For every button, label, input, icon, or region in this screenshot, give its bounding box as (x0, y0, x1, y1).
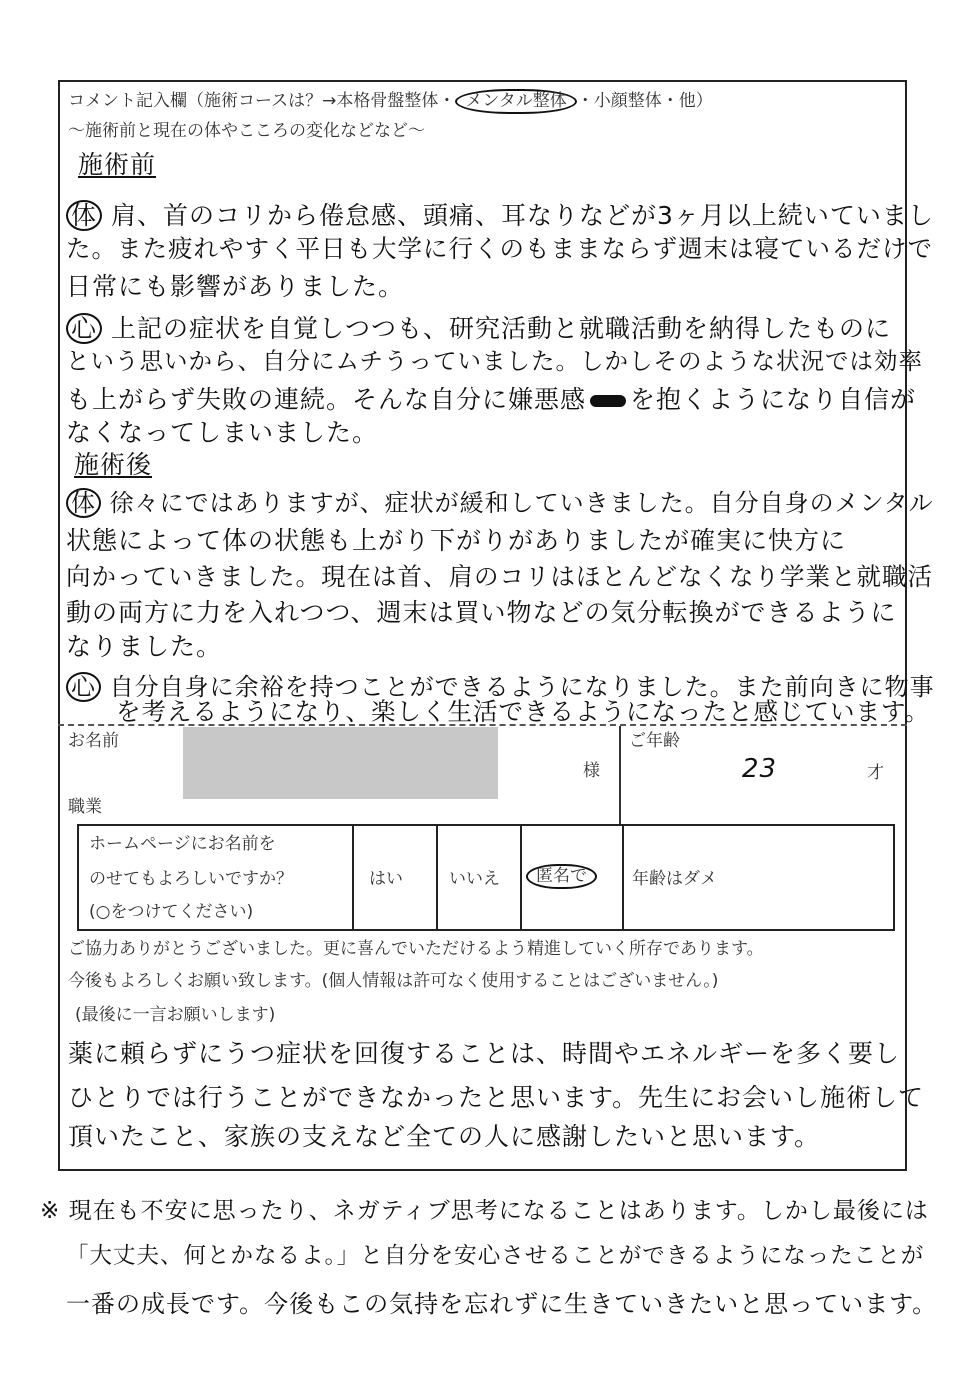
handwritten-text: 自分自身に余裕を持つことができるようになりました。また前向きに物事 (109, 673, 935, 701)
anonymous-selected-circle: 匿名で (526, 864, 597, 889)
mind-mark: 心 (66, 672, 101, 702)
handwritten-text: も上がらず失敗の連続。そんな自分に嫌悪感 (66, 385, 587, 414)
occupation-label: 職業 (68, 797, 102, 817)
age-note: 年齢はダメ (632, 869, 717, 889)
after-body-line-4: 動の両方に力を入れつつ、週末は買い物などの気分転換ができるように (66, 598, 897, 627)
mind-mark: 心 (66, 313, 102, 344)
age-label: ご年齢 (629, 731, 680, 751)
header-suffix: ・小顔整体・他） (576, 91, 713, 111)
after-mind-line-2: を考えるようになり、楽しく生活できるようになったと感じています。 (116, 697, 931, 726)
header-line (68, 89, 713, 114)
after-body-line-2: 状態によって体の状態も上がり下がりがありましたが確実に快方に (66, 526, 847, 555)
final-message-line-3: 頂いたこと、家族の支えなど全ての人に感謝したいと思います。 (68, 1122, 821, 1151)
age-unit: 才 (867, 763, 884, 783)
option-anonymous[interactable] (526, 864, 597, 889)
table-divider (520, 826, 522, 929)
header-prefix: コメント記入欄（施術コースは？→本格骨盤整体・ (68, 91, 456, 111)
after-heading: 施術後 (74, 450, 153, 479)
consent-question-line-3: (○をつけてください) (89, 902, 254, 922)
postscript-line-3: 一番の成長です。今後もこの気持を忘れずに生きていきたいと思っています。 (66, 1290, 938, 1318)
postscript-line-1 (40, 1200, 929, 1223)
body-mark: 体 (66, 488, 101, 518)
handwritten-text: 徐々にではありますが、症状が緩和していきました。自分自身のメンタル (109, 489, 934, 517)
before-mind-line-1 (66, 313, 891, 344)
consent-question-line-1: ホームページにお名前を (89, 834, 276, 854)
before-body-line-2: た。また疲れやすく平日も大学に行くのもままならず週末は寝ているだけで (66, 234, 933, 263)
last-word-prompt: (最後に一言お願いします) (75, 1005, 276, 1025)
age-value: 23 (742, 754, 778, 784)
table-divider (622, 826, 624, 929)
note-mark: ※ (40, 1198, 61, 1224)
consent-table (77, 824, 895, 931)
handwritten-text: 現在も不安に思ったり、ネガティブ思考になることはあります。しかし最後には (68, 1198, 929, 1224)
consent-question-line-2: のせてもよろしいですか？ (89, 869, 293, 889)
handwritten-text: を抱くようになり自信が (630, 385, 917, 414)
after-body-line-3: 向かっていきました。現在は首、肩のコリはほとんどなくなり学業と就職活 (66, 562, 933, 591)
table-divider (436, 826, 438, 929)
name-age-separator (619, 726, 621, 824)
header-subtitle: ～施術前と現在の体やこころの変化などなど～ (68, 121, 425, 141)
final-message-line-1: 薬に頼らずにうつ症状を回復することは、時間やエネルギーを多く要し (68, 1039, 901, 1068)
after-body-line-5: なりました。 (66, 632, 223, 661)
before-mind-line-3 (66, 387, 916, 412)
thanks-line-1: ご協力ありがとうございました。更に喜んでいただけるよう精進していく所存であります。 (68, 939, 764, 959)
name-label: お名前 (68, 731, 119, 751)
option-yes[interactable]: はい (369, 869, 403, 889)
before-mind-line-2: という思いから、自分にムチうっていました。しかしそのような状況では効率 (66, 347, 924, 375)
selected-course-circle: メンタル整体 (455, 89, 576, 114)
thanks-line-2: 今後もよろしくお願い致します。(個人情報は許可なく使用することはございません。) (68, 971, 719, 991)
section-divider (58, 724, 907, 726)
handwritten-text: 肩、首のコリから倦怠感、頭痛、耳なりなどが3ヶ月以上続いていまし (110, 201, 934, 230)
before-heading: 施術前 (78, 150, 157, 179)
postscript-line-2: 「大丈夫、何とかなるよ。」と自分を安心させることができるようになったことが (66, 1243, 925, 1269)
crossed-out-scribble (590, 395, 626, 407)
body-mark: 体 (66, 200, 102, 231)
redacted-name (183, 727, 498, 799)
table-divider (352, 826, 354, 929)
final-message-line-2: ひとりでは行うことができなかったと思います。先生にお会いし施術して (68, 1083, 925, 1112)
before-mind-line-4: なくなってしまいました。 (66, 418, 379, 447)
option-no[interactable]: いいえ (449, 869, 500, 889)
honorific: 様 (583, 761, 600, 781)
handwritten-text: 上記の症状を自覚しつつも、研究活動と就職活動を納得したものに (110, 314, 891, 343)
after-body-line-1 (66, 488, 934, 518)
before-body-line-3: 日常にも影響がありました。 (66, 272, 405, 301)
before-body-line-1 (66, 200, 934, 231)
